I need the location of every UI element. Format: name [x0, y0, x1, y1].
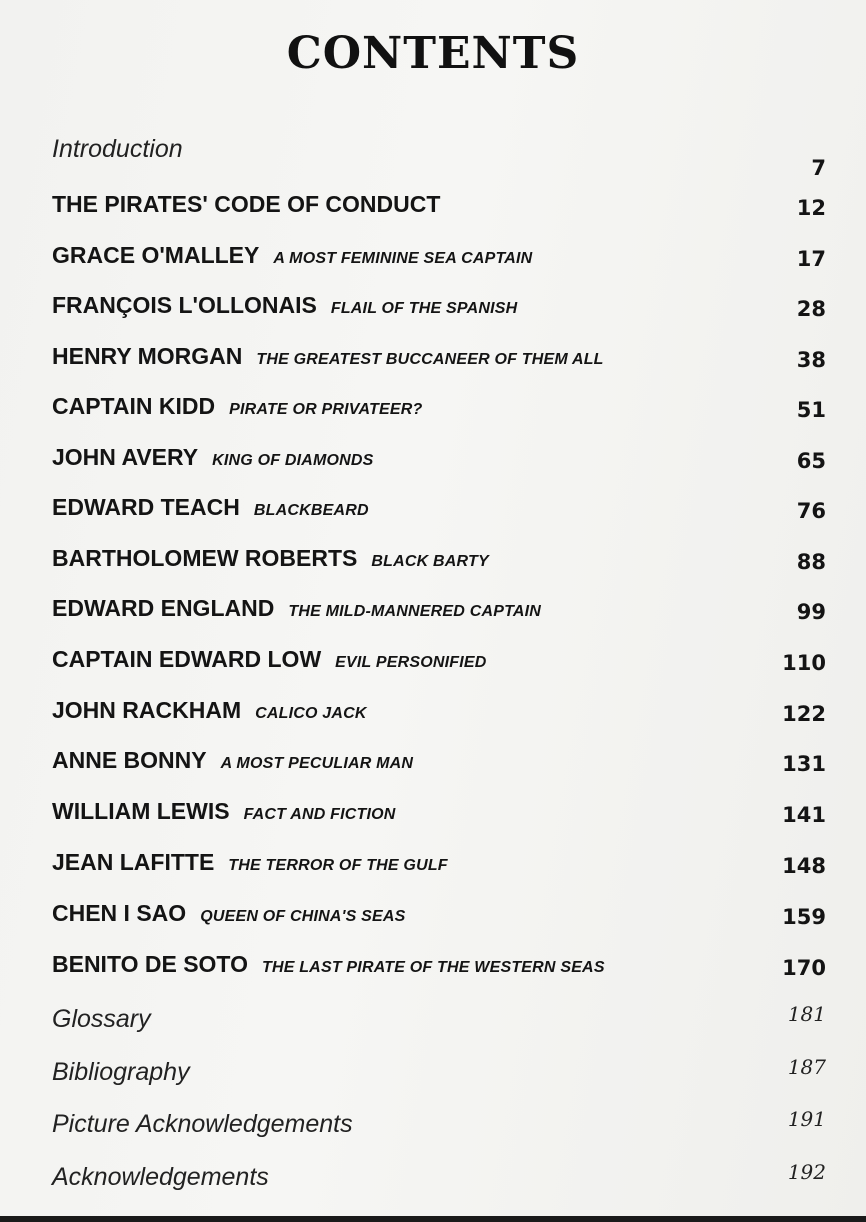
chapter-subtitle: BLACK BARTY [371, 553, 489, 570]
chapter-subtitle: A MOST FEMININE SEA CAPTAIN [273, 250, 533, 267]
toc-entry-label: Acknowledgements [52, 1163, 269, 1191]
toc-page-number: 122 [782, 702, 826, 726]
toc-entry-introduction[interactable] [52, 128, 826, 180]
page-title: CONTENTS [286, 28, 580, 79]
toc-entry[interactable] [52, 386, 826, 426]
toc-entry-title [52, 494, 369, 521]
toc-entry-title [52, 900, 406, 927]
toc-page-number: 192 [787, 1160, 826, 1184]
toc-entry-label: Introduction [52, 135, 183, 163]
toc-entry[interactable] [52, 437, 826, 477]
toc-entry[interactable] [52, 944, 826, 984]
toc-entry-title [52, 545, 489, 572]
toc-page-number: 7 [811, 156, 826, 180]
toc-entry-label: Glossary [52, 1005, 151, 1033]
toc-entry[interactable] [52, 842, 826, 882]
toc-page-number: 148 [782, 854, 826, 878]
toc-entry[interactable] [52, 893, 826, 933]
toc-entry-title [52, 798, 396, 825]
chapter-name: EDWARD TEACH [52, 494, 240, 520]
toc-entry-title [52, 595, 541, 622]
toc-page-number: 38 [796, 348, 826, 372]
toc-page-number: 12 [796, 196, 826, 220]
toc-entry[interactable] [52, 487, 826, 527]
toc-entry-picture-acknowledgements[interactable] [52, 1101, 826, 1145]
chapter-name: HENRY MORGAN [52, 343, 243, 369]
chapter-subtitle: EVIL PERSONIFIED [335, 654, 487, 671]
toc-entry[interactable] [52, 336, 826, 376]
chapter-subtitle: THE TERROR OF THE GULF [228, 857, 448, 874]
toc-entry-title [52, 393, 422, 420]
chapter-subtitle: FLAIL OF THE SPANISH [330, 300, 518, 317]
chapter-name: ANNE BONNY [52, 747, 207, 773]
toc-page-number: 181 [787, 1002, 826, 1026]
chapter-name: BENITO DE SOTO [52, 951, 248, 977]
toc-entry[interactable] [52, 538, 826, 578]
chapter-name: CAPTAIN KIDD [52, 393, 216, 419]
toc-page-number: 88 [796, 550, 826, 574]
chapter-subtitle: QUEEN OF CHINA'S SEAS [200, 908, 406, 925]
toc-entry-title [52, 191, 454, 218]
chapter-name: JOHN RACKHAM [52, 697, 242, 723]
chapter-subtitle: KING OF DIAMONDS [212, 452, 374, 469]
toc-entry-title [52, 646, 487, 673]
chapter-name: EDWARD ENGLAND [52, 595, 275, 621]
chapter-name: FRANÇOIS L'OLLONAIS [52, 292, 317, 318]
chapter-subtitle: THE GREATEST BUCCANEER OF THEM ALL [256, 351, 604, 368]
toc-page-number: 191 [787, 1107, 826, 1131]
toc-entry-label: Bibliography [52, 1058, 190, 1086]
toc-page-number: 131 [782, 752, 826, 776]
page-bottom-edge [0, 1216, 866, 1222]
toc-entry-bibliography[interactable] [52, 1049, 826, 1093]
toc-page-number: 17 [796, 247, 826, 271]
toc-page-number: 159 [782, 905, 826, 929]
toc-entry[interactable] [52, 588, 826, 628]
chapter-name: CHEN I SAO [52, 900, 187, 926]
toc-entry[interactable] [52, 235, 826, 275]
toc-entry-acknowledgements[interactable] [52, 1154, 826, 1198]
chapter-name: WILLIAM LEWIS [52, 798, 230, 824]
toc-entry-title [52, 343, 604, 370]
chapter-subtitle: BLACKBEARD [253, 502, 369, 519]
chapter-name: THE PIRATES' CODE OF CONDUCT [52, 191, 441, 217]
toc-page-number: 28 [796, 297, 826, 321]
toc-page-number: 51 [796, 398, 826, 422]
chapter-name: JOHN AVERY [52, 444, 199, 470]
toc-entry[interactable] [52, 690, 826, 730]
toc-page-number: 76 [796, 499, 826, 523]
toc-entry-label: Picture Acknowledgements [52, 1110, 353, 1138]
toc-page-number: 65 [796, 449, 826, 473]
toc-page-number: 187 [787, 1055, 826, 1079]
toc-entry-title [52, 292, 517, 319]
toc-entry-title [52, 697, 367, 724]
toc-entry-title [52, 747, 413, 774]
toc-entry-title [52, 951, 605, 978]
toc-entry-title [52, 849, 448, 876]
toc-entry-title [52, 444, 374, 471]
chapter-name: BARTHOLOMEW ROBERTS [52, 545, 358, 571]
toc-entry[interactable] [52, 791, 826, 831]
toc-page-number: 110 [782, 651, 826, 675]
chapter-name: GRACE O'MALLEY [52, 242, 260, 268]
toc-entry[interactable] [52, 639, 826, 679]
chapter-name: JEAN LAFITTE [52, 849, 215, 875]
toc-page-number: 141 [782, 803, 826, 827]
chapter-subtitle: FACT AND FICTION [243, 806, 396, 823]
toc-entry-glossary[interactable] [52, 996, 826, 1040]
toc-entry[interactable] [52, 184, 826, 224]
chapter-subtitle: CALICO JACK [255, 705, 367, 722]
toc-entry[interactable] [52, 740, 826, 780]
chapter-subtitle: THE LAST PIRATE OF THE WESTERN SEAS [261, 959, 605, 976]
chapter-subtitle: PIRATE OR PRIVATEER? [229, 401, 423, 418]
chapter-name: CAPTAIN EDWARD LOW [52, 646, 322, 672]
toc-page-number: 99 [796, 600, 826, 624]
chapter-subtitle: THE MILD-MANNERED CAPTAIN [288, 603, 542, 620]
toc-page-number: 170 [782, 956, 826, 980]
toc-entry-title [52, 242, 532, 269]
chapter-subtitle: A MOST PECULIAR MAN [220, 755, 414, 772]
toc-entry[interactable] [52, 285, 826, 325]
